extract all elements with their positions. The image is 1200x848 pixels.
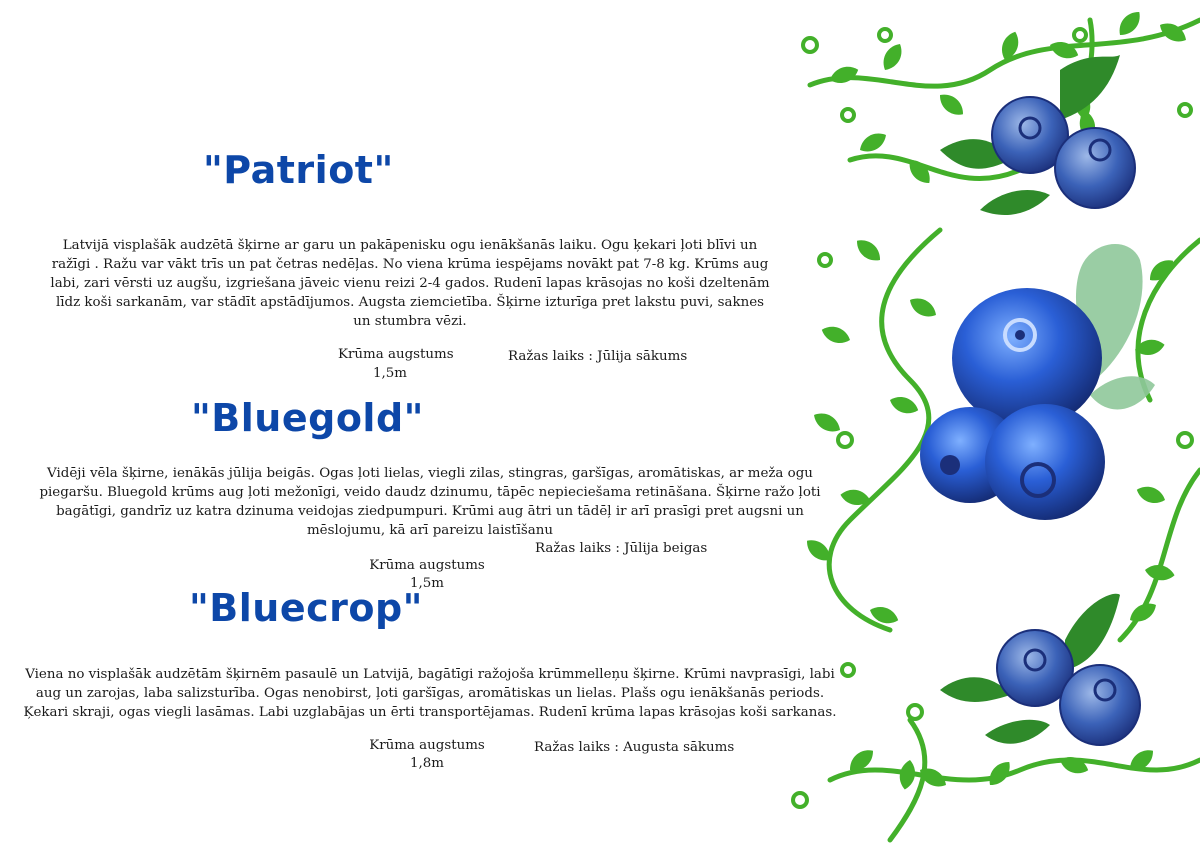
variety-title-patriot: "Patriot": [203, 148, 394, 192]
blueberry-cluster-main-icon: [920, 244, 1155, 520]
harvest-time: Ražas laiks : Jūlija beigas: [535, 541, 708, 556]
blueberry-cluster-bottom-icon: [940, 594, 1140, 745]
variety-description-bluegold: Vidēji vēla šķirne, ienākās jūlija beigās. Ogas ļoti lielas, viegli zilas, stingras, garšīgas, aromātiskas, ar meža ogu piegaršu. Bluegold krūms aug ļoti mežonīgi, veido daudz dzinumu, tāpēc nepieciešama retināšana. Šķirne ražo ļoti bagātīgi, gandrīz uz katra dzinuma veidojas ziedpumpuri. Krūmi aug ātri un tādēļ ir arī prasīgi pret augsni un mēslojumu, kā arī pareizu laistīšanu: [39, 466, 821, 538]
bush-height-value: 1,5m: [410, 576, 444, 591]
variety-description-bluecrop: Viena no visplašāk audzētām šķirnēm pasaulē un Latvijā, bagātīgi ražojoša krūmmelleņu šķirne. Krūmi navprasīgi, labi aug un zarojas, laba salizsturība. Ogas nenobirst, ļoti garšīgas, aromātiskas un lielas. Plašs ogu ienākšanās periods. Ķekari skraji, ogas viegli lasāmas. Labi uzglabājas un ērti transportējamas. Rudenī krūma lapas krāsojas koši sarkanas.: [23, 667, 837, 720]
bush-height-label: Krūma augstums: [369, 738, 485, 753]
variety-title-bluegold: "Bluegold": [191, 396, 424, 440]
variety-description-patriot: Latvijā visplašāk audzētā šķirne ar garu un pakāpenisku ogu ienākšanās laiku. Ogu ķekari ļoti blīvi un ražīgi . Ražu var vākt trīs un pat četras nedēļas. No viena krūma iespējams novākt pat 7-8 kg. Krūms aug labi, zari vērsti uz augšu, izgriešana jāveic vienu reizi 2-4 gados. Rudenī lapas krāsojas no koši dzeltenām līdz koši sarkanām, var stādīt apstādījumos. Augsta ziemcietība. Šķirne izturīga pret lakstu puvi, saknes un stumbra vēzi.: [50, 238, 770, 329]
bush-height-value: 1,8m: [410, 756, 444, 771]
bush-height-value: 1,5m: [373, 366, 407, 381]
variety-title-bluecrop: "Bluecrop": [189, 586, 423, 630]
harvest-time: Ražas laiks : Jūlija sākums: [508, 349, 688, 364]
harvest-time: Ražas laiks : Augusta sākums: [534, 740, 735, 755]
bush-height-label: Krūma augstums: [369, 558, 485, 573]
bush-height-label: Krūma augstums: [338, 347, 454, 362]
blueberry-vine-illustration: [790, 0, 1200, 848]
